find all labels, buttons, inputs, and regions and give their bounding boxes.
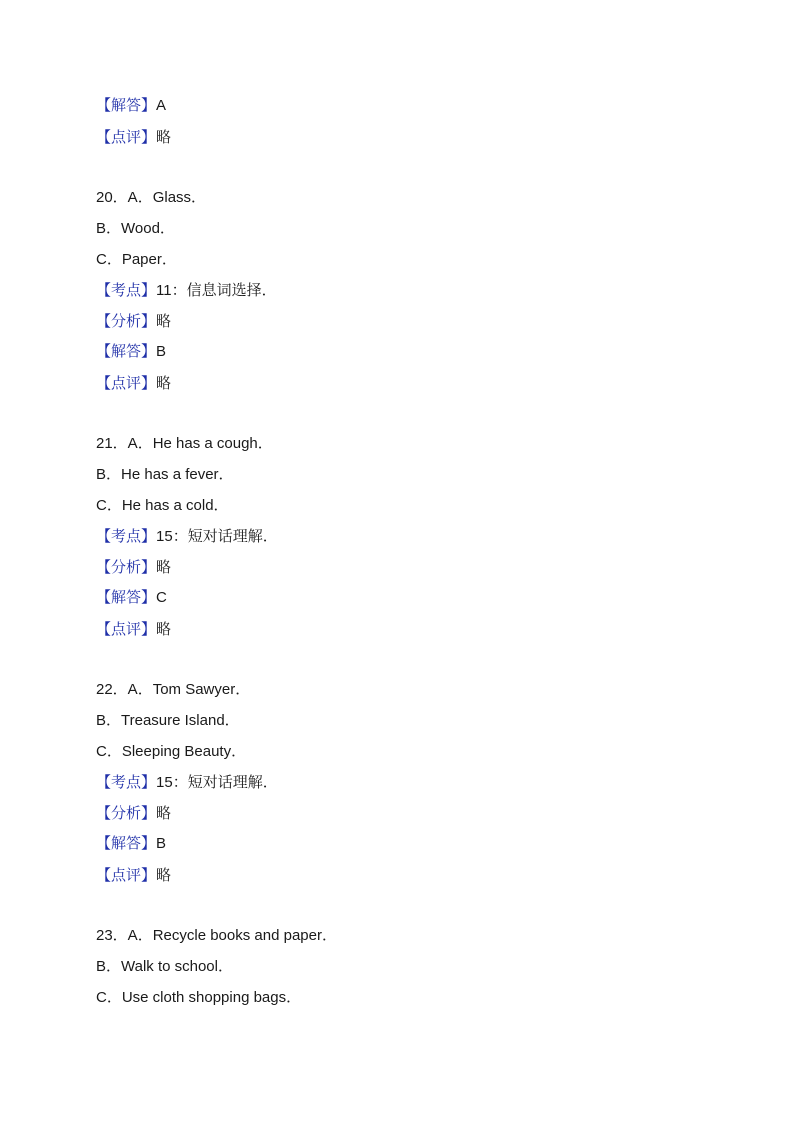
question-21-option-a: 21．A．He has a cough． bbox=[96, 435, 273, 452]
question-20-option-a: 20．A．Glass． bbox=[96, 189, 207, 206]
point-value: 15：短对话理解． bbox=[156, 528, 278, 545]
question-21-option-c: C．He has a cold． bbox=[96, 497, 229, 514]
comment-value: 略 bbox=[156, 621, 172, 638]
question-22-option-b: B．Treasure Island． bbox=[96, 712, 240, 729]
answer-tag: 【解答】 bbox=[96, 97, 157, 114]
point-tag: 【考点】 bbox=[96, 528, 157, 545]
analysis-value: 略 bbox=[156, 559, 172, 576]
point-value: 15：短对话理解． bbox=[156, 774, 278, 791]
comment-value: 略 bbox=[156, 129, 172, 146]
answer-value: B bbox=[156, 835, 167, 852]
question-23-option-a: 23．A．Recycle books and paper． bbox=[96, 927, 337, 944]
answer-line bbox=[96, 96, 166, 116]
question-23-option-c: C．Use cloth shopping bags． bbox=[96, 989, 302, 1006]
question-22-comment-line bbox=[96, 866, 171, 886]
question-22-point-line bbox=[96, 773, 278, 793]
analysis-tag: 【分析】 bbox=[96, 313, 157, 330]
question-21-answer-line bbox=[96, 588, 167, 608]
analysis-tag: 【分析】 bbox=[96, 559, 157, 576]
comment-tag: 【点评】 bbox=[96, 375, 157, 392]
question-20-analysis-line bbox=[96, 312, 171, 332]
analysis-value: 略 bbox=[156, 313, 172, 330]
answer-value: A bbox=[156, 97, 167, 114]
comment-tag: 【点评】 bbox=[96, 867, 157, 884]
answer-value: C bbox=[156, 589, 167, 606]
question-20-point-line bbox=[96, 281, 277, 301]
comment-tag: 【点评】 bbox=[96, 621, 157, 638]
point-value: 11：信息词选择． bbox=[156, 282, 277, 299]
question-23-option-b: B．Walk to school． bbox=[96, 958, 233, 975]
question-20-option-c: C．Paper． bbox=[96, 251, 177, 268]
question-20-answer-line bbox=[96, 342, 166, 362]
comment-value: 略 bbox=[156, 375, 172, 392]
answer-tag: 【解答】 bbox=[96, 589, 157, 606]
comment-line bbox=[96, 128, 171, 148]
comment-tag: 【点评】 bbox=[96, 129, 157, 146]
point-tag: 【考点】 bbox=[96, 774, 157, 791]
question-21-comment-line bbox=[96, 620, 171, 640]
analysis-tag: 【分析】 bbox=[96, 805, 157, 822]
question-21-option-b: B．He has a fever． bbox=[96, 466, 234, 483]
answer-tag: 【解答】 bbox=[96, 343, 157, 360]
point-tag: 【考点】 bbox=[96, 282, 157, 299]
question-22-analysis-line bbox=[96, 804, 171, 824]
analysis-value: 略 bbox=[156, 805, 172, 822]
question-21-point-line bbox=[96, 527, 278, 547]
question-22-answer-line bbox=[96, 834, 166, 854]
answer-tag: 【解答】 bbox=[96, 835, 157, 852]
question-20-comment-line bbox=[96, 374, 171, 394]
comment-value: 略 bbox=[156, 867, 172, 884]
question-20-option-b: B．Wood． bbox=[96, 220, 175, 237]
question-22-option-a: 22．A．Tom Sawyer． bbox=[96, 681, 251, 698]
question-21-analysis-line bbox=[96, 558, 171, 578]
answer-value: B bbox=[156, 343, 167, 360]
question-22-option-c: C．Sleeping Beauty． bbox=[96, 743, 247, 760]
